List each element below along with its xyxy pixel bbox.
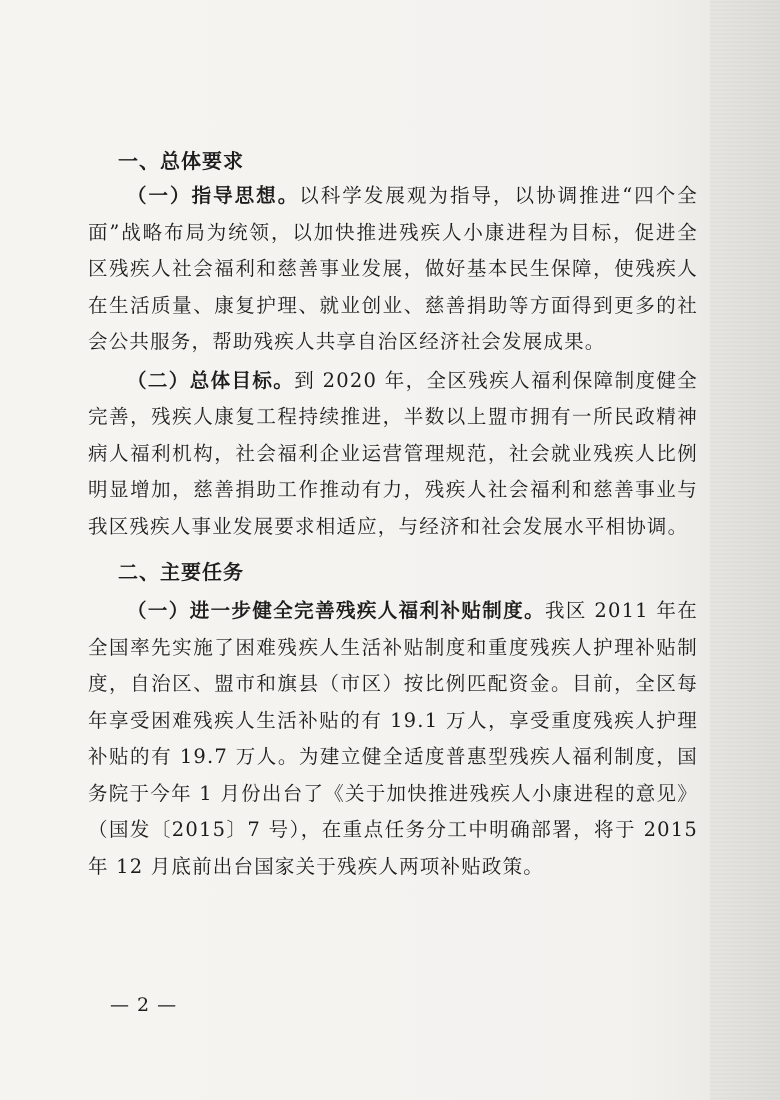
page-number: — 2 — (110, 994, 178, 1016)
scan-edge-shadow (710, 0, 780, 1100)
paragraph-lead-overall-goal: （二）总体目标。 (127, 368, 295, 392)
paragraph-text-guiding-ideology: 以科学发展观为指导，以协调推进“四个全面”战略布局为统领，以加快推进残疾人小康进程为目标，促进全区残疾人社会福利和慈善事业发展，做好基本民生保障，使残疾人在生活质量、康复护理、就业创业、慈善捐助等方面得到更多的社会公共服务，帮助残疾人共享自治区经济社会发展成果。 (88, 184, 698, 353)
paragraph-welfare-subsidy (88, 593, 698, 885)
paragraph-lead-welfare-subsidy: （一）进一步健全完善残疾人福利补贴制度。 (127, 599, 545, 622)
document-body (88, 140, 698, 885)
paragraph-text-welfare-subsidy: 我区 2011 年在全国率先实施了困难残疾人生活补贴制度和重度残疾人护理补贴制度，自治区、盟市和旗县（市区）按比例匹配资金。目前，全区每年享受困难残疾人生活补贴的有 19.1 万人，享受重度残疾人护理补贴的有 19.7 万人。为建立健全适度普惠型残疾人福利制度，国务院于今年 1 月份出台了《关于加快推进残疾人小康进程的意见》（国发〔2015〕7 号），在重点任务分工中明确部署，将于 2015 年 12 月底前出台国家关于残疾人两项补贴政策。 (88, 599, 698, 878)
section-heading-main-tasks: 二、主要任务 (118, 560, 244, 584)
paragraph-overall-goal (88, 363, 698, 546)
section-heading-overall-requirements: 一、总体要求 (118, 149, 244, 173)
paragraph-guiding-ideology (88, 178, 698, 361)
paragraph-lead-guiding-ideology: （一）指导思想。 (127, 184, 300, 207)
paragraph-text-overall-goal: 到 2020 年，全区残疾人福利保障制度健全完善，残疾人康复工程持续推进，半数以上盟市拥有一所民政精神病人福利机构，社会福利企业运营管理规范，社会就业残疾人比例明显增加，慈善捐助工作推动有力，残疾人社会福利和慈善事业与我区残疾人事业发展要求相适应，与经济和社会发展水平相协调。 (88, 368, 698, 538)
